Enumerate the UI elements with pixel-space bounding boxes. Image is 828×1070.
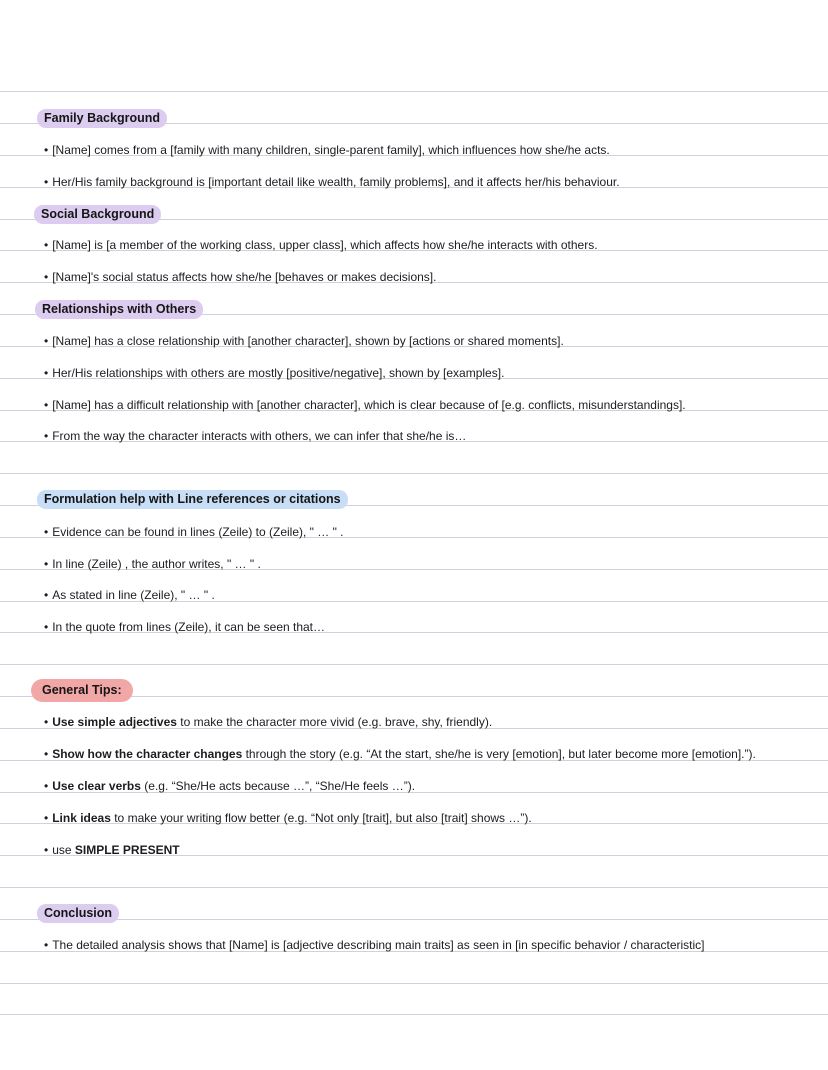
ruled-line [0,1014,828,1015]
list-item: • Use simple adjectives to make the character more vivid (e.g. brave, shy, friendly). [44,715,493,729]
list-item: • Use clear verbs (e.g. “She/He acts because …”, “She/He feels …”). [44,779,416,793]
list-item: • Link ideas to make your writing flow better (e.g. “Not only [trait], but also [trait] shows …”). [44,811,532,825]
list-item: • [Name] is [a member of the working class, upper class], which affects how she/he interacts with others. [44,238,598,252]
ruled-line [0,473,828,474]
list-item: • [Name]'s social status affects how she/he [behaves or makes decisions]. [44,270,437,284]
list-item: • Evidence can be found in lines (Zeile) to (Zeile), " … " . [44,525,344,539]
heading-conclusion: Conclusion [37,904,119,923]
heading-relationships: Relationships with Others [35,300,203,319]
list-item: • The detailed analysis shows that [Name] is [adjective describing main traits] as seen in [in specific behavior / characteristic] [44,938,705,952]
list-item: • In line (Zeile) , the author writes, " … " . [44,557,261,571]
ruled-line [0,919,828,920]
list-item: • use SIMPLE PRESENT [44,843,180,857]
list-item: • Show how the character changes through the story (e.g. “At the start, she/he is very [emotion], but later become more [emotion].”). [44,747,756,761]
ruled-line [0,664,828,665]
list-item: • Her/His relationships with others are mostly [positive/negative], shown by [examples]. [44,366,505,380]
list-item: • From the way the character interacts with others, we can infer that she/he is… [44,429,467,443]
list-item: • [Name] has a close relationship with [another character], shown by [actions or shared moments]. [44,334,564,348]
ruled-line [0,983,828,984]
heading-social-background: Social Background [34,205,161,224]
list-item: • As stated in line (Zeile), " … " . [44,588,215,602]
ruled-line [0,887,828,888]
list-item: • [Name] has a difficult relationship with [another character], which is clear because of [e.g. conflicts, misunderstandings]. [44,398,686,412]
heading-general-tips: General Tips: [31,679,133,702]
ruled-line [0,91,828,92]
list-item: • In the quote from lines (Zeile), it can be seen that… [44,620,326,634]
list-item: • [Name] comes from a [family with many children, single-parent family], which influences how she/he acts. [44,143,610,157]
list-item: • Her/His family background is [important detail like wealth, family problems], and it affects her/his behaviour. [44,175,620,189]
heading-formulation-help: Formulation help with Line references or citations [37,490,348,509]
heading-family-background: Family Background [37,109,167,128]
